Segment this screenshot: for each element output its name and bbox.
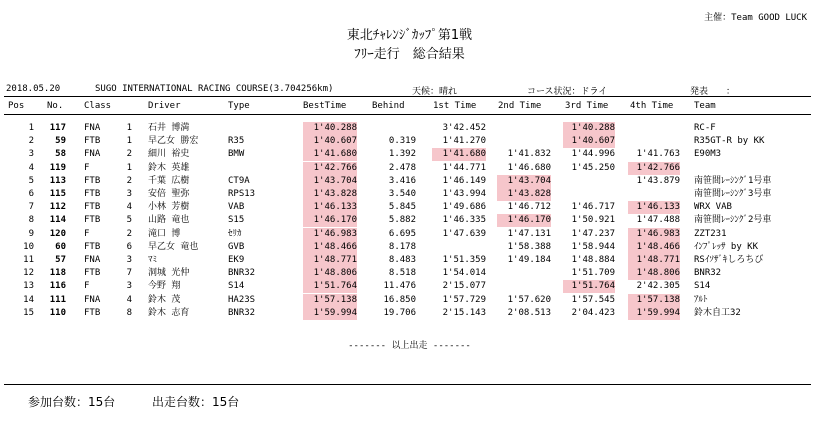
cell-best: 1'43.828 bbox=[303, 188, 357, 201]
cell-type: HA23S bbox=[228, 294, 256, 305]
cell-t1: 1'47.639 bbox=[442, 228, 486, 239]
cell-behind bbox=[360, 122, 416, 135]
page-subtitle: ﾌﾘｰ走行 総合結果 bbox=[354, 47, 465, 62]
cell-t3: 1'46.717 bbox=[571, 202, 615, 213]
cell-team bbox=[694, 162, 812, 175]
cell-driver: 石井 博満 bbox=[148, 123, 190, 133]
cell-type bbox=[228, 162, 288, 175]
divider-top bbox=[4, 96, 811, 97]
page-title: 東北ﾁｬﾚﾝｼﾞｶｯﾌﾟ第1戦 bbox=[346, 28, 473, 43]
cell-t1: 3'42.452 bbox=[442, 123, 486, 133]
cell-cls: F bbox=[84, 162, 90, 173]
cell-cls: FTB bbox=[84, 136, 101, 147]
cell-driver: 細川 裕史 bbox=[148, 149, 190, 160]
cell-behind: 5.882 bbox=[388, 215, 416, 226]
cell-no: 115 bbox=[49, 189, 66, 199]
cell-pos: 14 bbox=[23, 294, 34, 305]
cell-type: ｾﾘｶ bbox=[228, 228, 242, 239]
weather: 天候：晴れ bbox=[412, 87, 458, 97]
cell-t2: 1'46.712 bbox=[507, 202, 551, 213]
cell-driver: 洞城 光仲 bbox=[148, 268, 190, 279]
cell-t1: 1'44.771 bbox=[442, 162, 486, 173]
cell-team: ZZT231 bbox=[694, 228, 727, 239]
cell-t4: 1'41.763 bbox=[636, 149, 680, 160]
cell-team: RSｲｿｻﾞｷしろちび bbox=[694, 255, 764, 265]
cell-driver: 鈴木 志育 bbox=[148, 307, 190, 318]
column-header-t2: 2nd Time bbox=[498, 101, 542, 111]
column-header-best: BestTime bbox=[303, 101, 347, 111]
cell-no: 58 bbox=[55, 149, 66, 160]
cell-t3: 1'40.607 bbox=[563, 135, 615, 148]
cell-t2 bbox=[497, 280, 551, 293]
cell-type: BNR32 bbox=[228, 307, 256, 318]
cell-driver: 安倍 聖弥 bbox=[148, 189, 190, 199]
cell-best: 1'57.138 bbox=[303, 294, 357, 307]
cell-t2: 1'41.832 bbox=[507, 149, 551, 160]
cell-driver: 早乙女 竜也 bbox=[148, 241, 199, 252]
cell-t3: 1'50.921 bbox=[571, 215, 615, 226]
cell-type: BNR32 bbox=[228, 268, 256, 279]
column-header-driver: Driver bbox=[148, 101, 181, 111]
cell-no: 57 bbox=[55, 255, 66, 265]
cell-driver: 滝口 博 bbox=[148, 228, 181, 239]
cell-behind: 2.478 bbox=[388, 162, 416, 173]
cell-t4: 1'48.806 bbox=[628, 267, 680, 280]
cell-cls: FTB bbox=[84, 175, 101, 186]
cell-t3 bbox=[563, 175, 615, 188]
cell-pos: 11 bbox=[23, 255, 34, 265]
cell-no: 110 bbox=[49, 307, 66, 318]
cell-type bbox=[228, 122, 288, 135]
cell-behind: 8.518 bbox=[388, 268, 416, 279]
cell-t4: 1'48.466 bbox=[628, 241, 680, 254]
course-condition: コース状況：ドライ bbox=[527, 87, 608, 97]
cell-t1: 1'57.729 bbox=[442, 294, 486, 305]
cell-team: R35GT-R by KK bbox=[694, 136, 765, 147]
cell-best: 1'48.466 bbox=[303, 241, 357, 254]
cell-t1: 1'49.686 bbox=[442, 202, 486, 213]
cell-cls: FTB bbox=[84, 268, 101, 279]
cell-t2: 1'58.388 bbox=[507, 241, 551, 252]
cell-cpos: 3 bbox=[126, 189, 132, 199]
cell-pos: 1 bbox=[28, 123, 34, 133]
cell-team: 南笹間ﾚｰｼﾝｸﾞ3号車 bbox=[694, 189, 772, 199]
cell-cls: FTB bbox=[84, 202, 101, 213]
cell-cpos: 2 bbox=[126, 149, 132, 160]
cell-cpos: 3 bbox=[126, 255, 132, 265]
cell-team: WRX VAB bbox=[694, 202, 732, 213]
cell-best: 1'40.288 bbox=[303, 122, 357, 135]
cell-t2: 1'46.170 bbox=[497, 214, 551, 227]
cell-cpos: 1 bbox=[126, 162, 132, 173]
cell-best: 1'46.170 bbox=[303, 214, 357, 227]
cell-t1: 1'41.680 bbox=[432, 148, 486, 161]
cell-t1: 2'15.077 bbox=[442, 281, 486, 292]
cell-team: ｱﾙﾄ bbox=[694, 294, 708, 305]
cell-type: VAB bbox=[228, 202, 245, 213]
cell-t3: 1'51.709 bbox=[571, 268, 615, 279]
cell-cls: F bbox=[84, 281, 90, 292]
cell-t3: 1'47.237 bbox=[571, 228, 615, 239]
cell-t4: 1'48.771 bbox=[628, 254, 680, 267]
cell-no: 119 bbox=[49, 162, 66, 173]
cell-t3: 2'04.423 bbox=[571, 307, 615, 318]
cell-best: 1'46.133 bbox=[303, 201, 357, 214]
cell-driver: 早乙女 勝宏 bbox=[148, 136, 199, 147]
cell-cls: FTB bbox=[84, 307, 101, 318]
cell-behind: 11.476 bbox=[383, 281, 416, 292]
cell-t4 bbox=[628, 122, 680, 135]
cell-type: S15 bbox=[228, 215, 245, 226]
cell-cpos: 5 bbox=[126, 215, 132, 226]
cell-pos: 9 bbox=[28, 228, 34, 239]
divider-header bbox=[4, 114, 811, 115]
cell-cpos: 3 bbox=[126, 281, 132, 292]
cell-t2: 1'57.620 bbox=[507, 294, 551, 305]
cell-cpos: 7 bbox=[126, 268, 132, 279]
cell-cpos: 6 bbox=[126, 241, 132, 252]
cell-t4 bbox=[628, 135, 680, 148]
cell-cls: F bbox=[84, 228, 90, 239]
cell-type: RPS13 bbox=[228, 189, 256, 199]
cell-t4: 1'46.133 bbox=[628, 201, 680, 214]
cell-t2: 1'43.704 bbox=[497, 175, 551, 188]
cell-best: 1'48.771 bbox=[303, 254, 357, 267]
cell-t2: 2'08.513 bbox=[507, 307, 551, 318]
cell-cpos: 8 bbox=[126, 307, 132, 318]
cell-behind: 19.706 bbox=[383, 307, 416, 318]
column-header-type: Type bbox=[228, 101, 250, 111]
cell-t2 bbox=[497, 267, 551, 280]
cell-t3 bbox=[563, 188, 615, 201]
cell-pos: 3 bbox=[28, 149, 34, 160]
cell-best: 1'51.764 bbox=[303, 280, 357, 293]
cell-behind: 8.178 bbox=[388, 241, 416, 252]
cell-no: 112 bbox=[49, 202, 66, 213]
cell-driver: 小林 芳樹 bbox=[148, 202, 190, 213]
cell-team: S14 bbox=[694, 281, 711, 292]
cell-type: GVB bbox=[228, 241, 245, 252]
cell-behind: 0.319 bbox=[388, 136, 416, 147]
cell-t1: 1'51.359 bbox=[442, 255, 486, 265]
cell-t2: 1'43.828 bbox=[497, 188, 551, 201]
cell-cpos: 4 bbox=[126, 202, 132, 213]
cell-t3: 1'48.884 bbox=[571, 255, 615, 265]
cell-cpos: 2 bbox=[126, 175, 132, 186]
cell-pos: 5 bbox=[28, 175, 34, 186]
announce-time: 発表 ： bbox=[690, 87, 736, 97]
cell-cpos: 1 bbox=[126, 136, 132, 147]
cell-t3: 1'45.250 bbox=[571, 162, 615, 173]
column-header-t1: 1st Time bbox=[433, 101, 477, 111]
cell-cls: FNA bbox=[84, 294, 101, 305]
cell-t2 bbox=[497, 122, 551, 135]
cell-cls: FTB bbox=[84, 189, 101, 199]
cell-cpos: 1 bbox=[126, 123, 132, 133]
cell-no: 60 bbox=[55, 241, 66, 252]
cell-t3: 1'51.764 bbox=[563, 280, 615, 293]
cell-t3: 1'44.996 bbox=[571, 149, 615, 160]
cell-pos: 10 bbox=[23, 241, 34, 252]
cell-cpos: 2 bbox=[126, 228, 132, 239]
cell-t2 bbox=[497, 135, 551, 148]
cell-team: 鈴木自工32 bbox=[694, 307, 741, 318]
cell-no: 113 bbox=[49, 175, 66, 186]
cell-behind: 3.540 bbox=[388, 189, 416, 199]
cell-t1: 1'43.994 bbox=[442, 189, 486, 199]
column-header-team: Team bbox=[694, 101, 716, 111]
cell-t4: 2'42.305 bbox=[636, 281, 680, 292]
cell-t4: 1'46.983 bbox=[628, 228, 680, 241]
cell-driver: 千葉 広樹 bbox=[148, 175, 190, 186]
cell-best: 1'46.983 bbox=[303, 228, 357, 241]
cell-no: 116 bbox=[49, 281, 66, 292]
column-header-no: No. bbox=[47, 101, 64, 111]
cell-cls: FNA bbox=[84, 123, 101, 133]
cell-no: 118 bbox=[49, 268, 66, 279]
entry-count: 参加台数：15台 bbox=[28, 395, 116, 409]
cell-t1: 1'41.270 bbox=[442, 136, 486, 147]
cell-t1 bbox=[432, 241, 486, 254]
cell-pos: 7 bbox=[28, 202, 34, 213]
cell-t2: 1'49.184 bbox=[507, 255, 551, 265]
cell-team: 南笹間ﾚｰｼﾝｸﾞ2号車 bbox=[694, 215, 772, 226]
cell-cls: FTB bbox=[84, 215, 101, 226]
cell-cls: FNA bbox=[84, 255, 101, 265]
cell-behind: 3.416 bbox=[388, 175, 416, 186]
cell-driver: ﾏﾐ bbox=[148, 255, 158, 265]
cell-driver: 今野 翔 bbox=[148, 281, 181, 292]
cell-pos: 13 bbox=[23, 281, 34, 292]
cell-t3: 1'57.545 bbox=[571, 294, 615, 305]
cell-t4: 1'43.879 bbox=[636, 175, 680, 186]
cell-type: S14 bbox=[228, 281, 245, 292]
cell-team: RC-F bbox=[694, 123, 716, 133]
cell-driver: 山路 竜也 bbox=[148, 215, 190, 226]
cell-best: 1'59.994 bbox=[303, 307, 357, 320]
cell-cls: FNA bbox=[84, 149, 101, 160]
cell-t1: 1'46.149 bbox=[442, 175, 486, 186]
course-name: SUGO INTERNATIONAL RACING COURSE(3.704256km) bbox=[95, 84, 334, 94]
cell-t4 bbox=[628, 188, 680, 201]
summary-box bbox=[4, 384, 811, 415]
cell-no: 120 bbox=[49, 228, 66, 239]
column-header-t4: 4th Time bbox=[630, 101, 674, 111]
cell-driver: 鈴木 茂 bbox=[148, 294, 181, 305]
cell-team: E90M3 bbox=[694, 149, 722, 160]
cell-behind: 6.695 bbox=[388, 228, 416, 239]
cell-type: CT9A bbox=[228, 175, 250, 186]
sponsor: 主催：Team GOOD LUCK bbox=[704, 13, 807, 23]
cell-best: 1'40.607 bbox=[303, 135, 357, 148]
column-header-t3: 3rd Time bbox=[565, 101, 609, 111]
column-header-behind: Behind bbox=[372, 101, 405, 111]
cell-no: 59 bbox=[55, 136, 66, 147]
end-message: ------- 以上出走 ------- bbox=[348, 341, 471, 351]
starter-count: 出走台数：15台 bbox=[152, 395, 240, 409]
cell-cpos: 4 bbox=[126, 294, 132, 305]
cell-pos: 2 bbox=[28, 136, 34, 147]
cell-team: BNR32 bbox=[694, 268, 722, 279]
cell-type: R35 bbox=[228, 136, 245, 147]
cell-cls: FTB bbox=[84, 241, 101, 252]
cell-pos: 6 bbox=[28, 189, 34, 199]
cell-t3: 1'40.288 bbox=[563, 122, 615, 135]
cell-t3: 1'58.944 bbox=[571, 241, 615, 252]
cell-pos: 8 bbox=[28, 215, 34, 226]
column-header-cls: Class bbox=[84, 101, 112, 111]
cell-best: 1'43.704 bbox=[303, 175, 357, 188]
cell-t1: 1'46.335 bbox=[442, 215, 486, 226]
cell-behind: 5.845 bbox=[388, 202, 416, 213]
cell-best: 1'42.766 bbox=[303, 162, 357, 175]
column-header-pos: Pos bbox=[8, 101, 25, 111]
cell-driver: 鈴木 英雄 bbox=[148, 162, 190, 173]
cell-t4: 1'47.488 bbox=[636, 215, 680, 226]
cell-type: BMW bbox=[228, 149, 245, 160]
event-date: 2018.05.20 bbox=[6, 84, 61, 94]
cell-pos: 4 bbox=[28, 162, 34, 173]
cell-team: ｲﾝﾌﾟﾚｯｻ by KK bbox=[694, 241, 759, 252]
cell-behind: 8.483 bbox=[388, 255, 416, 265]
cell-t1: 1'54.014 bbox=[442, 268, 486, 279]
cell-no: 117 bbox=[49, 123, 66, 133]
cell-best: 1'41.680 bbox=[303, 148, 357, 161]
cell-t4: 1'42.766 bbox=[628, 162, 680, 175]
cell-behind: 1.392 bbox=[388, 149, 416, 160]
cell-team: 南笹間ﾚｰｼﾝｸﾞ1号車 bbox=[694, 175, 772, 186]
cell-t4: 1'59.994 bbox=[628, 307, 680, 320]
cell-behind: 16.850 bbox=[383, 294, 416, 305]
cell-no: 111 bbox=[49, 294, 66, 305]
cell-pos: 12 bbox=[23, 268, 34, 279]
cell-no: 114 bbox=[49, 215, 66, 226]
cell-t2: 1'46.680 bbox=[507, 162, 551, 173]
cell-pos: 15 bbox=[23, 307, 34, 318]
cell-type: EK9 bbox=[228, 255, 245, 265]
cell-best: 1'48.806 bbox=[303, 267, 357, 280]
cell-t2: 1'47.131 bbox=[507, 228, 551, 239]
cell-t1: 2'15.143 bbox=[442, 307, 486, 318]
cell-t4: 1'57.138 bbox=[628, 294, 680, 307]
